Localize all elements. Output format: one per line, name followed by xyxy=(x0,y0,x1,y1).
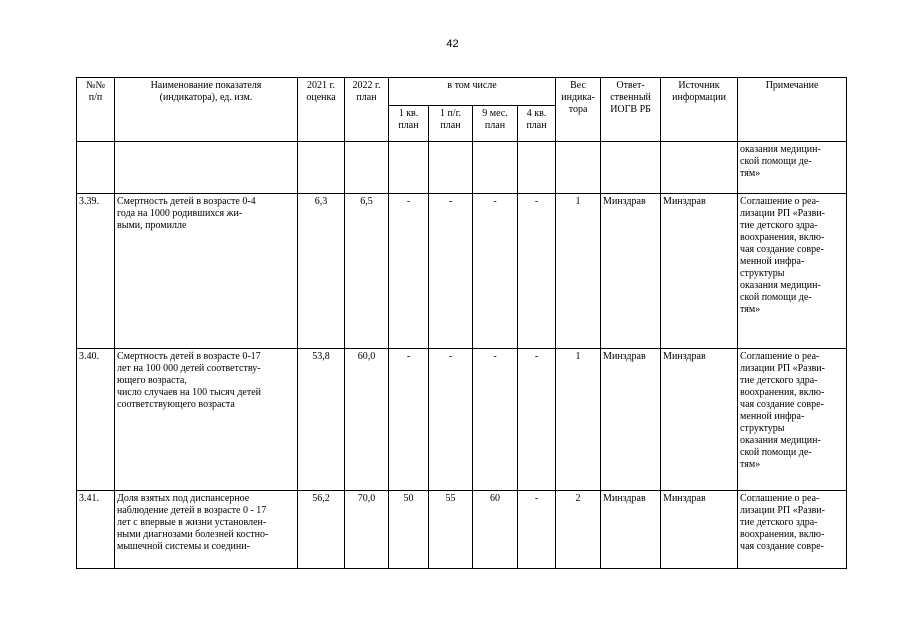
row-indicator-name-line: Смертность детей в возрасте 0-17 xyxy=(117,351,261,362)
row-number: 3.41. xyxy=(77,491,115,569)
row-2021-estimate xyxy=(298,142,345,194)
header-h1: 1 п/г. план xyxy=(429,106,473,142)
row-2022-plan: 70,0 xyxy=(345,491,389,569)
row-note-line: тям» xyxy=(740,459,761,470)
row-note-line: оказания медицин- xyxy=(740,435,821,446)
header-q1: 1 кв. план xyxy=(389,106,429,142)
row-indicator-name-line: соответствующего возраста xyxy=(117,399,235,410)
row-note-line: ской помощи де- xyxy=(740,156,812,167)
row-indicator-name-line: лет на 100 000 детей соответству- xyxy=(117,363,261,374)
row-note-line: лизации РП «Разви- xyxy=(740,505,825,516)
row-indicator-name-line: число случаев на 100 тысяч детей xyxy=(117,387,261,398)
row-indicator-name-line: наблюдение детей в возрасте 0 - 17 xyxy=(117,505,267,516)
row-q1-plan xyxy=(389,142,429,194)
row-9m-plan: 60 xyxy=(473,491,518,569)
row-h1-plan xyxy=(429,142,473,194)
row-number: 3.39. xyxy=(77,194,115,349)
row-weight xyxy=(556,142,601,194)
row-note-line: структуры xyxy=(740,423,785,434)
row-note-line: ской помощи де- xyxy=(740,447,812,458)
row-indicator-name-line: мышечной системы и соедини- xyxy=(117,541,250,552)
row-q4-plan xyxy=(518,142,556,194)
row-note-line: воохранения, вклю- xyxy=(740,529,825,540)
header-number: №№ п/п xyxy=(77,78,115,142)
header-including: в том числе xyxy=(389,78,556,106)
row-weight: 2 xyxy=(556,491,601,569)
row-note-line: тям» xyxy=(740,304,761,315)
row-note xyxy=(738,491,847,569)
row-note-line: чая создание совре- xyxy=(740,399,824,410)
header-indicator-name: Наименование показателя (индикатора), ед. изм. xyxy=(115,78,298,142)
row-9m-plan xyxy=(473,142,518,194)
row-2021-estimate: 53,8 xyxy=(298,349,345,491)
row-note xyxy=(738,349,847,491)
row-q4-plan: - xyxy=(518,194,556,349)
row-indicator-name xyxy=(115,194,298,349)
row-indicator-name-line: Смертность детей в возрасте 0-4 xyxy=(117,196,256,207)
row-h1-plan: 55 xyxy=(429,491,473,569)
row-indicator-name-line: года на 1000 родившихся жи- xyxy=(117,208,243,219)
indicators-table xyxy=(76,77,847,569)
row-note-line: структуры xyxy=(740,268,785,279)
row-note-line: оказания медицин- xyxy=(740,144,821,155)
row-responsible: Минздрав xyxy=(601,491,661,569)
row-note-line: Соглашение о реа- xyxy=(740,493,820,504)
row-note-line: Соглашение о реа- xyxy=(740,351,820,362)
row-2021-estimate: 56,2 xyxy=(298,491,345,569)
header-2022: 2022 г. план xyxy=(345,78,389,142)
row-note-line: ской помощи де- xyxy=(740,292,812,303)
row-indicator-name-line: выми, промилле xyxy=(117,220,187,231)
row-q4-plan: - xyxy=(518,349,556,491)
row-note-line: тие детского здра- xyxy=(740,375,818,386)
header-responsible: Ответ- ственный ИОГВ РБ xyxy=(601,78,661,142)
row-note xyxy=(738,194,847,349)
row-h1-plan: - xyxy=(429,194,473,349)
row-weight: 1 xyxy=(556,349,601,491)
row-note-line: воохранения, вклю- xyxy=(740,387,825,398)
row-note xyxy=(738,142,847,194)
row-indicator-name xyxy=(115,349,298,491)
table-row xyxy=(77,349,847,491)
page-number: 42 xyxy=(446,38,459,50)
header-2021: 2021 г. оценка xyxy=(298,78,345,142)
row-indicator-name xyxy=(115,491,298,569)
header-weight: Вес индика- тора xyxy=(556,78,601,142)
row-indicator-name xyxy=(115,142,298,194)
row-indicator-name-line: лет с впервые в жизни установлен- xyxy=(117,517,267,528)
row-2022-plan: 6,5 xyxy=(345,194,389,349)
row-note-line: чая создание совре- xyxy=(740,541,824,552)
row-note-line: тие детского здра- xyxy=(740,517,818,528)
row-q1-plan: - xyxy=(389,349,429,491)
row-2022-plan: 60,0 xyxy=(345,349,389,491)
row-indicator-name-line: ными диагнозами болезней костно- xyxy=(117,529,269,540)
header-q4: 4 кв. план xyxy=(518,106,556,142)
row-number xyxy=(77,142,115,194)
row-note-line: Соглашение о реа- xyxy=(740,196,820,207)
row-q1-plan: - xyxy=(389,194,429,349)
row-2021-estimate: 6,3 xyxy=(298,194,345,349)
row-weight: 1 xyxy=(556,194,601,349)
header-row xyxy=(77,78,847,106)
row-indicator-name-line: ющего возраста, xyxy=(117,375,187,386)
row-note-line: лизации РП «Разви- xyxy=(740,208,825,219)
row-indicator-name-line: Доля взятых под диспансерное xyxy=(117,493,250,504)
row-source: Минздрав xyxy=(661,491,738,569)
row-note-line: менной инфра- xyxy=(740,256,805,267)
row-responsible: Минздрав xyxy=(601,194,661,349)
row-responsible: Минздрав xyxy=(601,349,661,491)
row-note-line: менной инфра- xyxy=(740,411,805,422)
table-row xyxy=(77,491,847,569)
row-9m-plan: - xyxy=(473,349,518,491)
row-9m-plan: - xyxy=(473,194,518,349)
row-source xyxy=(661,142,738,194)
row-source: Минздрав xyxy=(661,349,738,491)
row-note-line: чая создание совре- xyxy=(740,244,824,255)
row-number: 3.40. xyxy=(77,349,115,491)
row-note-line: тям» xyxy=(740,168,761,179)
row-note-line: оказания медицин- xyxy=(740,280,821,291)
row-note-line: лизации РП «Разви- xyxy=(740,363,825,374)
header-9m: 9 мес. план xyxy=(473,106,518,142)
header-note: Примечание xyxy=(738,78,847,142)
row-source: Минздрав xyxy=(661,194,738,349)
row-q4-plan: - xyxy=(518,491,556,569)
table-row xyxy=(77,142,847,194)
header-source: Источник информации xyxy=(661,78,738,142)
row-note-line: воохранения, вклю- xyxy=(740,232,825,243)
row-h1-plan: - xyxy=(429,349,473,491)
table-row xyxy=(77,194,847,349)
row-responsible xyxy=(601,142,661,194)
row-note-line: тие детского здра- xyxy=(740,220,818,231)
row-q1-plan: 50 xyxy=(389,491,429,569)
row-2022-plan xyxy=(345,142,389,194)
